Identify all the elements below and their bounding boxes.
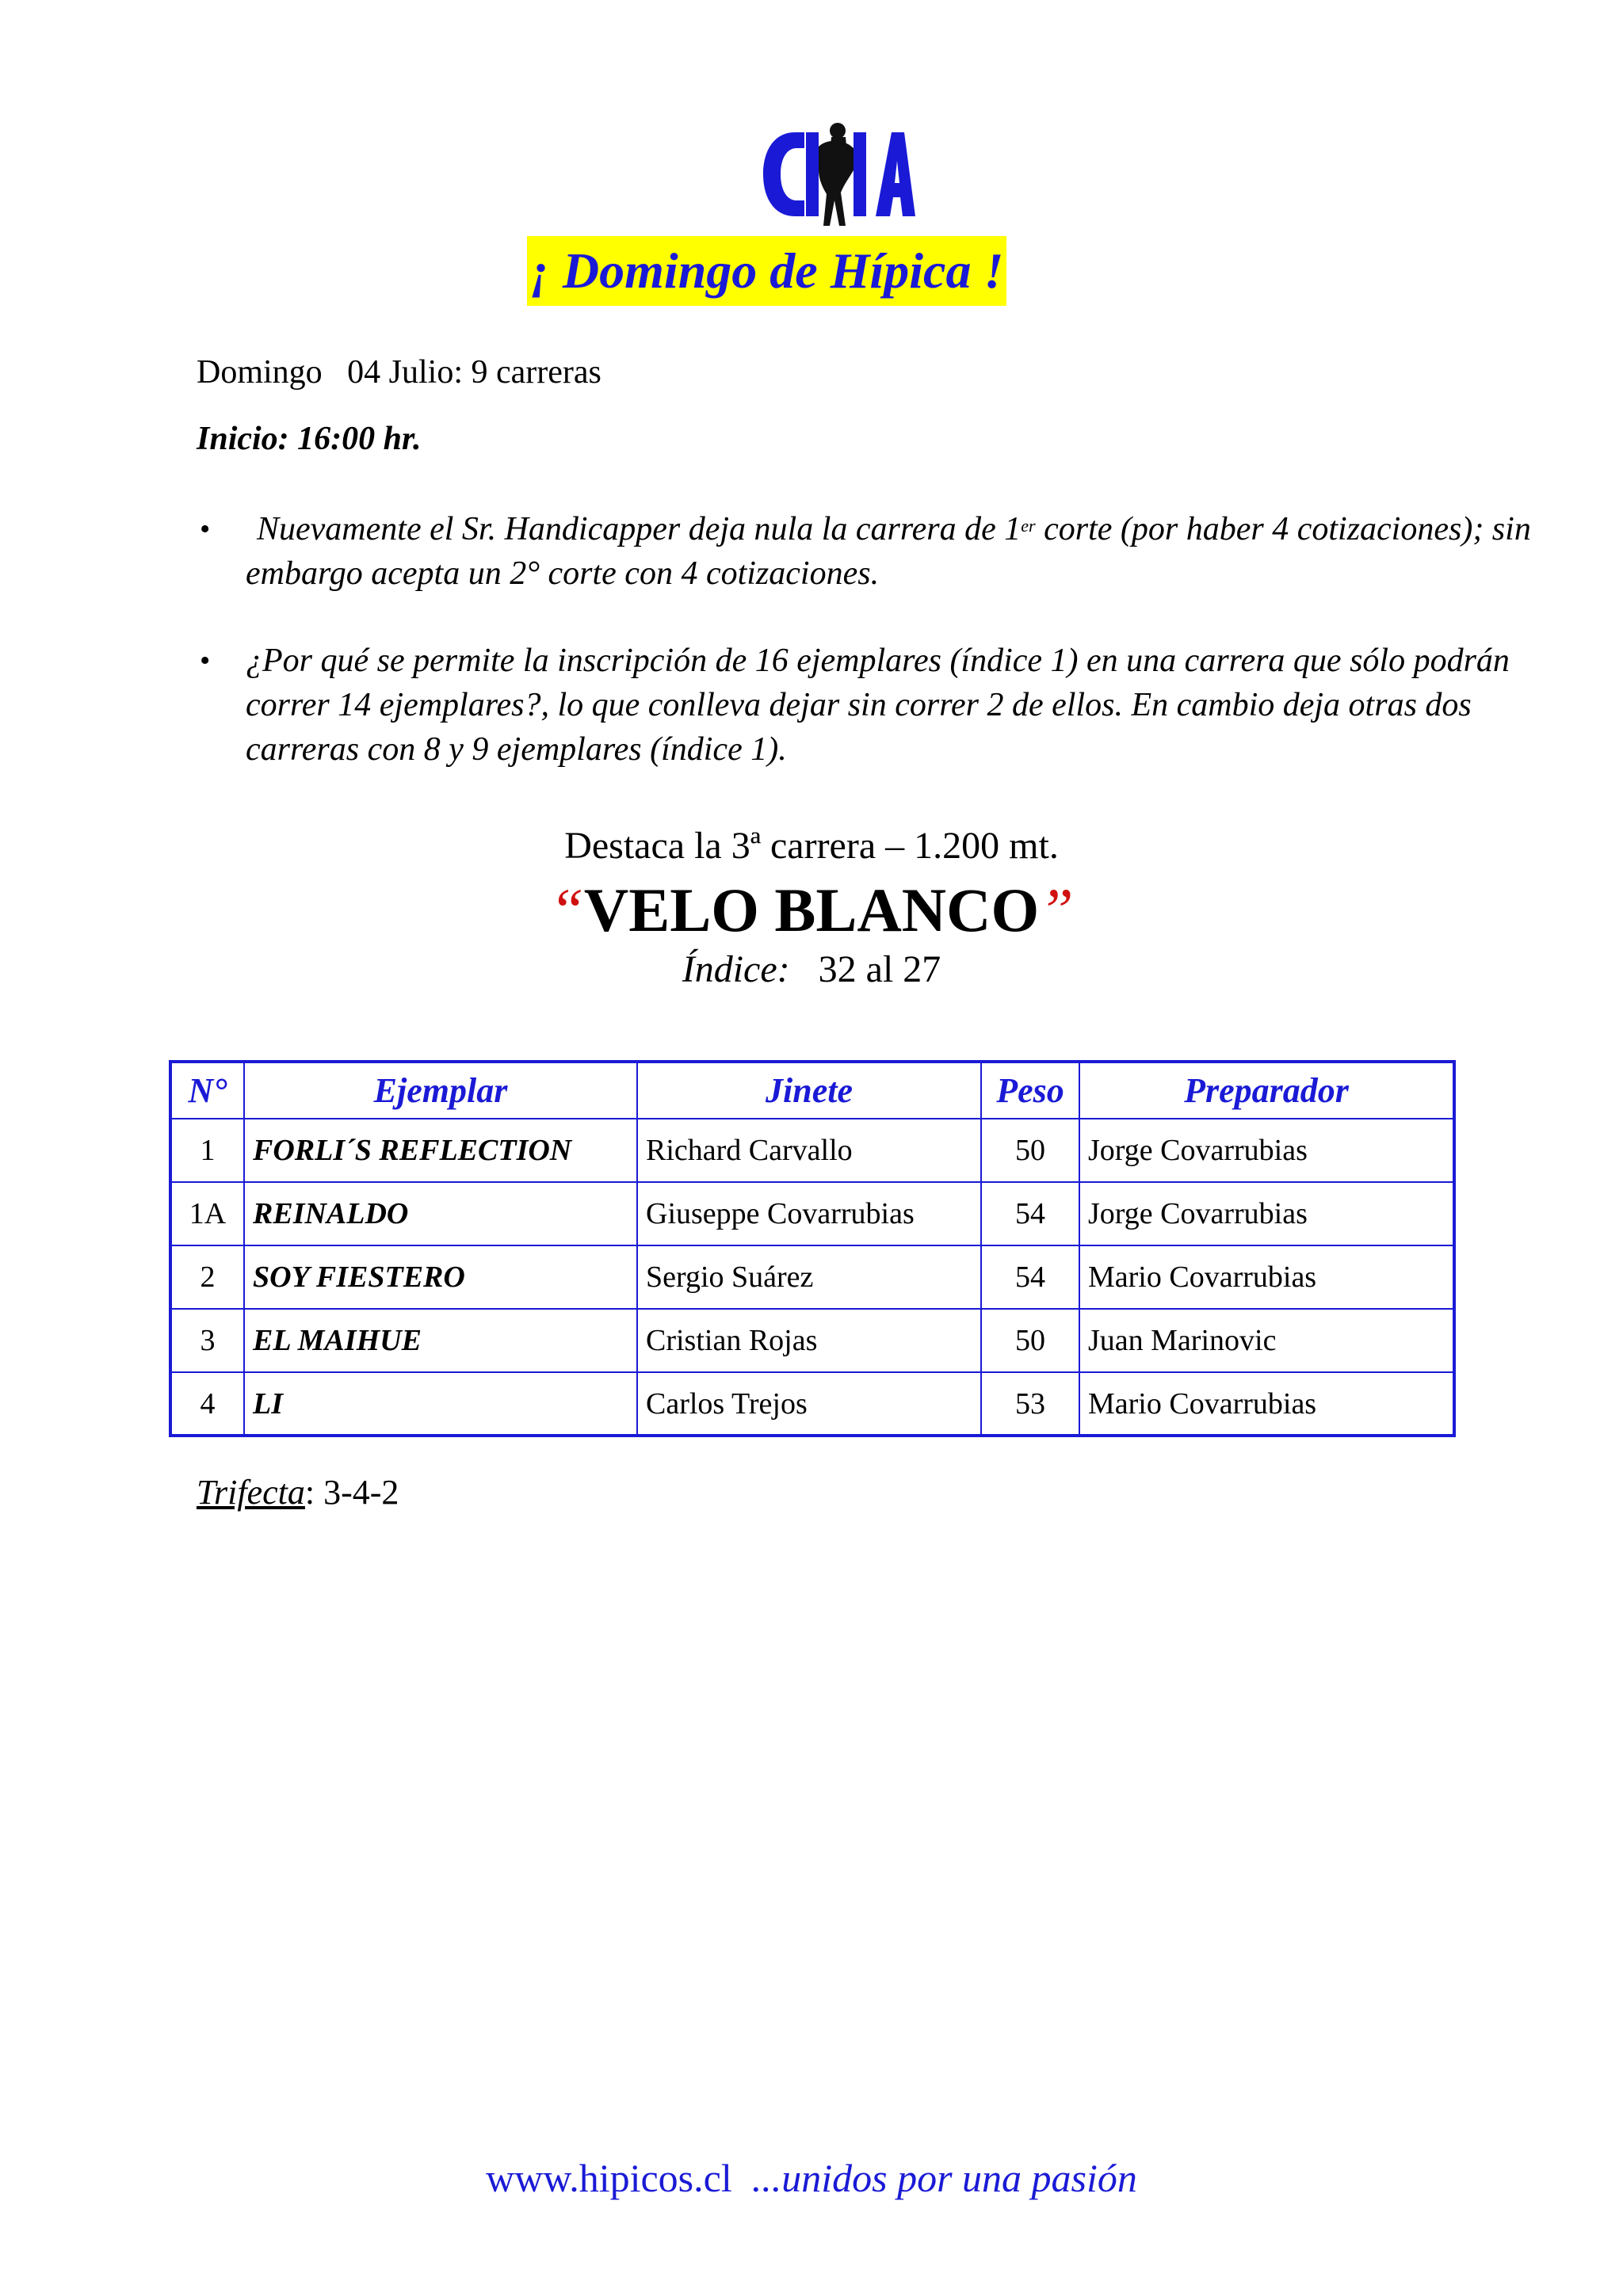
trifecta-value: : 3-4-2 — [304, 1473, 399, 1512]
cell-trainer: Jorge Covarrubias — [1079, 1182, 1454, 1245]
cell-weight: 53 — [981, 1372, 1079, 1436]
bullet-icon: • — [200, 644, 211, 677]
header-horse: Ejemplar — [244, 1062, 637, 1119]
index-label: Índice: — [682, 948, 790, 990]
date-detail: 04 Julio: 9 carreras — [347, 354, 601, 391]
race-name-text: VELO BLANCO — [583, 875, 1040, 944]
cell-jockey: Carlos Trejos — [637, 1372, 981, 1436]
page-title: ¡ Domingo de Hípica ! — [530, 242, 1004, 299]
date-prefix: Domingo — [197, 354, 323, 391]
horse-jockey-icon — [757, 115, 915, 234]
cell-number: 2 — [170, 1245, 244, 1309]
website-link[interactable]: www.hipicos.cl — [486, 2156, 732, 2200]
trifecta-label: Trifecta — [197, 1473, 305, 1512]
header-number: N° — [170, 1062, 244, 1119]
cell-jockey: Sergio Suárez — [637, 1245, 981, 1309]
trifecta-line — [197, 1472, 399, 1512]
header-trainer: Preparador — [1079, 1062, 1454, 1119]
cell-horse: REINALDO — [244, 1182, 637, 1245]
cell-trainer: Jorge Covarrubias — [1079, 1119, 1454, 1182]
cell-horse: SOY FIESTERO — [244, 1245, 637, 1309]
close-quote: ” — [1039, 875, 1074, 944]
race-index — [0, 948, 1623, 991]
cell-number: 1 — [170, 1119, 244, 1182]
open-quote: “ — [549, 875, 584, 944]
header-jockey: Jinete — [637, 1062, 981, 1119]
footer — [0, 2155, 1623, 2201]
cell-trainer: Juan Marinovic — [1079, 1309, 1454, 1372]
cell-number: 1A — [170, 1182, 244, 1245]
cell-horse: FORLI´S REFLECTION — [244, 1119, 637, 1182]
cell-trainer: Mario Covarrubias — [1079, 1245, 1454, 1309]
cell-horse: EL MAIHUE — [244, 1309, 637, 1372]
footer-slogan: ...unidos por una pasión — [751, 2156, 1137, 2200]
table-row — [170, 1245, 1454, 1309]
cell-jockey: Richard Carvallo — [637, 1119, 981, 1182]
cell-horse: LI — [244, 1372, 637, 1436]
table-row — [170, 1119, 1454, 1182]
table-row — [170, 1309, 1454, 1372]
start-time: Inicio: 16:00 hr. — [197, 421, 422, 457]
bullet-item-2: ¿Por qué se permite la inscripción de 16 ejemplares (índice 1) en una carrera que sólo podrán correr 14 ejemplares?, lo que conlleva dejar sin correr 2 de ellos. En cambio deja otras dos carreras con 8 y 9 ejemplares (índice 1). — [246, 643, 1510, 768]
bullet-1-text-b: corte (por haber 4 cotizaciones); sin embargo acepta un 2° corte con 4 cotizaciones. — [246, 511, 1531, 592]
cell-weight: 54 — [981, 1182, 1079, 1245]
cell-weight: 54 — [981, 1245, 1079, 1309]
table-row — [170, 1372, 1454, 1436]
cell-weight: 50 — [981, 1309, 1079, 1372]
chha-logo — [757, 115, 915, 234]
feature-race-line: Destaca la 3ª carrera – 1.200 mt. — [564, 825, 1059, 867]
bullet-1-text-a: Nuevamente el Sr. Handicapper deja nula la carrera de 1 — [257, 511, 1022, 547]
cell-jockey: Cristian Rojas — [637, 1309, 981, 1372]
bullet-icon: • — [200, 513, 211, 546]
cell-trainer: Mario Covarrubias — [1079, 1372, 1454, 1436]
headline-highlight — [527, 236, 1006, 306]
cell-weight: 50 — [981, 1119, 1079, 1182]
race-date-line — [197, 353, 601, 391]
index-value: 32 al 27 — [818, 948, 941, 990]
cell-number: 4 — [170, 1372, 244, 1436]
table-row — [170, 1182, 1454, 1245]
table-header-row — [170, 1062, 1454, 1119]
bullet-1-superscript: er — [1021, 516, 1036, 536]
cell-number: 3 — [170, 1309, 244, 1372]
cell-jockey: Giuseppe Covarrubias — [637, 1182, 981, 1245]
feature-race-name — [0, 875, 1623, 946]
header-weight: Peso — [981, 1062, 1079, 1119]
bullet-item-1 — [246, 507, 1553, 596]
runners-table — [169, 1060, 1456, 1437]
